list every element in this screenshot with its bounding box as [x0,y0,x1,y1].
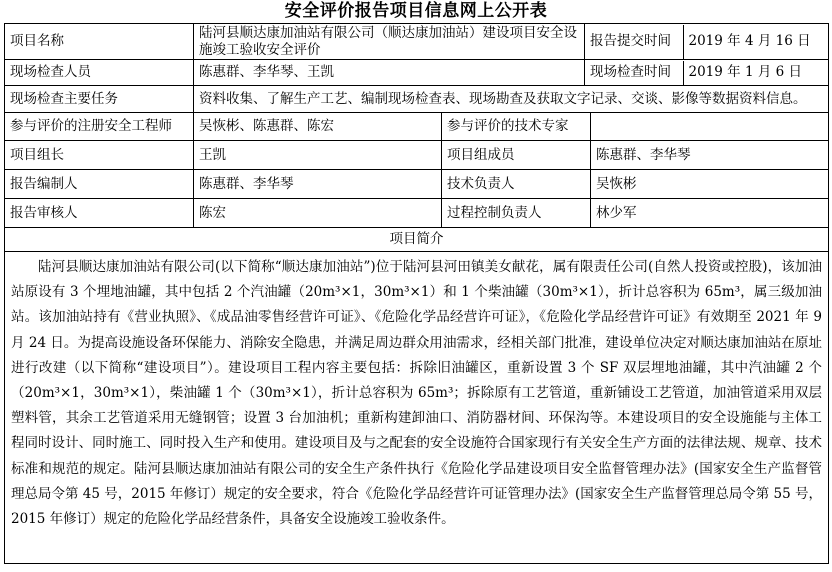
intro-text: 陆河县顺达康加油站有限公司(以下简称“顺达康加油站”)位于陆河县河田镇美女献花，属有限责任公司(自然人投资或控股)，该加油站原设有 3 个埋地油罐，其中包括 2 个汽油罐（20m³×1，30m³×1）和 1 个柴油罐（30m³×1），折计总容积为 65m³，属三级加油站。该加油站持有《营业执照》、《成品油零售经营许可证》、《危险化学品经营许可证》，《危险化学品经营许可证》有效期至 2021 年 9 月 24 日。为提高设施设备环保能力、消除安全隐患，并满足周边群众用油需求，经相关部门批准，建设单位决定对顺达康加油站在原址进行改建（以下简称“建设项目”）。建设项目工程内容主要包括：拆除旧油罐区，重新设置 3 个 SF 双层埋地油罐，其中汽油罐 2 个（20m³×1，30m³×1），柴油罐 1 个（30m³×1），折计总容积为 65m³；拆除原有工艺管道，重新铺设工艺管道，加油管道采用双层塑料管，其余工艺管道采用无缝钢管；设置 3 台加油机；重新构建卸油口、消防器材间、环保沟等。本建设项目的安全设施能与主体工程同时设计、同时施工、同时投入生产和使用。建设项目及与之配套的安全设施符合国家现行有关安全生产方面的法律法规、规章、技术标准和规范的规定。陆河县顺达康加油站有限公司的安全生产条件执行《危险化学品建设项目安全监督管理办法》(国家安全生产监督管理总局令第 45 号，2015 年修订）规定的安全要求，符合《危险化学品经营许可证管理办法》(国家安全生产监督管理总局令第 55 号，2015 年修订）规定的危险化学品经营条件，具备安全设施竣工验收条件。 [11,259,822,528]
compiler-value: 陈惠群、李华琴 [194,170,442,199]
process-ctrl-label: 过程控制负责人 [442,199,591,228]
tech-lead-label: 技术负责人 [442,170,591,199]
intro-heading: 项目简介 [5,228,829,252]
leader-label: 项目组长 [5,141,194,170]
table-row [5,113,829,141]
submit-time-label: 报告提交时间 [585,25,683,59]
info-table [4,23,829,564]
project-name-value: 陆河县顺达康加油站有限公司（顺达康加油站）建设项目安全设施竣工验收安全评价 [194,24,585,60]
submit-time-value: 2019 年 4 月 16 日 [688,33,811,49]
leader-value: 王凯 [194,141,442,170]
engineers-label: 参与评价的注册安全工程师 [5,113,194,141]
table-row [5,60,829,86]
table-row [5,86,829,113]
table-row [5,228,829,252]
tasks-label: 现场检查主要任务 [5,86,194,113]
tech-experts-value [591,113,829,141]
process-ctrl-value: 林少军 [591,199,829,228]
reviewer-value: 陈宏 [194,199,442,228]
reviewer-label: 报告审核人 [5,199,194,228]
tech-lead-value: 吴恢彬 [591,170,829,199]
inspectors-value: 陈惠群、李华琴、王凯 [194,60,585,86]
table-row [5,141,829,170]
inspectors-label: 现场检查人员 [5,60,194,86]
engineers-value: 吴恢彬、陈惠群、陈宏 [194,113,442,141]
table-row [5,24,829,60]
tech-experts-label: 参与评价的技术专家 [442,113,591,141]
table-row [5,199,829,228]
members-label: 项目组成员 [442,141,591,170]
inspect-time-label: 现场检查时间 [585,61,683,85]
page-title: 安全评价报告项目信息网上公开表 [284,1,548,21]
project-name-label: 项目名称 [5,24,194,60]
members-value: 陈惠群、李华琴 [591,141,829,170]
table-row [5,252,829,564]
inspect-time-value: 2019 年 1 月 6 日 [688,64,802,80]
compiler-label: 报告编制人 [5,170,194,199]
table-row [5,170,829,199]
tasks-value: 资料收集、了解生产工艺、编制现场检查表、现场勘查及获取文字记录、交谈、影像等数据资料信息。 [194,86,829,113]
